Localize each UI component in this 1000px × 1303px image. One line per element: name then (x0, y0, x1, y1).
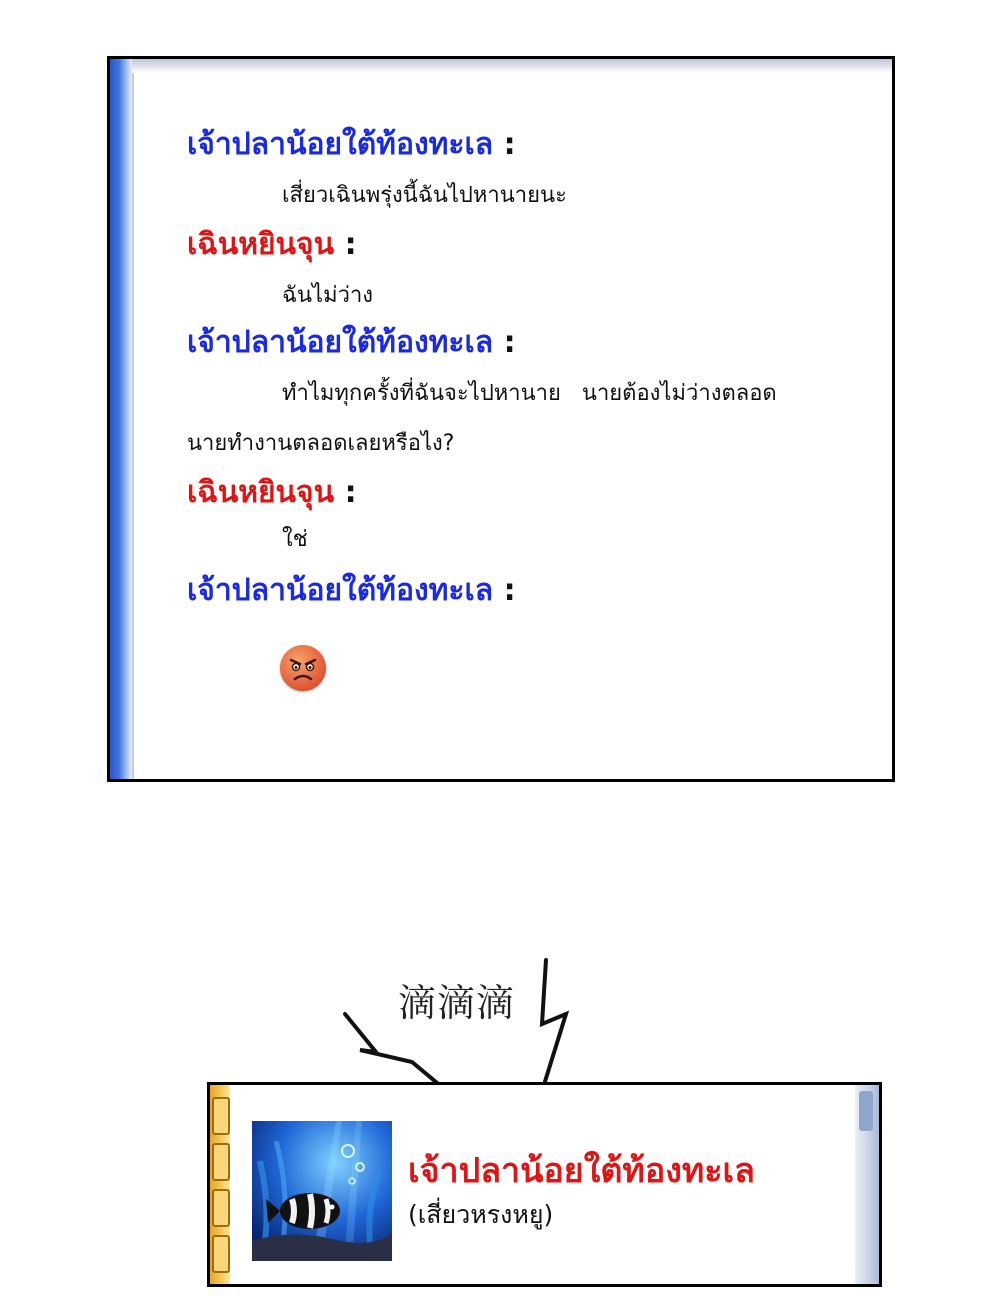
sender-colon: : (503, 325, 516, 360)
sender-colon: : (503, 127, 516, 162)
contact-name: เจ้าปลาน้อยใต้ท้องทะเล (408, 1151, 755, 1191)
rail-knob (212, 1097, 230, 1135)
rail-knob (212, 1189, 230, 1227)
clownfish-avatar[interactable] (252, 1121, 392, 1261)
rail-knob (212, 1143, 230, 1181)
chat-message: ฉันไม่ว่าง (282, 283, 374, 308)
chat-message-continued: นายทำงานตลอดเลยหรือไง? (187, 431, 455, 456)
sender-name: เจ้าปลาน้อยใต้ท้องทะเล (187, 573, 494, 608)
rail-knob (212, 1235, 230, 1273)
chat-message: ใช่ (282, 527, 308, 552)
sender-name: เจ้าปลาน้อยใต้ท้องทะเล (187, 127, 494, 162)
sender-name: เฉินหยินจุน (187, 475, 335, 510)
friend-notification-popup[interactable] (207, 1082, 882, 1287)
popup-scrollbar[interactable] (855, 1085, 879, 1284)
sender-name: เฉินหยินจุน (187, 227, 335, 262)
sender-colon: : (344, 475, 357, 510)
contact-nickname: (เสี่ยวหรงหยู) (408, 1200, 554, 1229)
sound-effect-text: 滴滴滴 (398, 981, 516, 1025)
sender-colon: : (503, 573, 516, 608)
scrollbar-thumb[interactable] (859, 1091, 873, 1131)
popup-left-rail (210, 1085, 230, 1284)
chat-message: เสี่ยวเฉินพรุ่งนี้ฉันไปหานายนะ (282, 183, 567, 208)
chat-message: ทำไมทุกครั้งที่ฉันจะไปหานาย นายต้องไม่ว่างตลอด (282, 381, 777, 406)
sender-name: เจ้าปลาน้อยใต้ท้องทะเล (187, 325, 494, 360)
sender-colon: : (344, 227, 357, 262)
